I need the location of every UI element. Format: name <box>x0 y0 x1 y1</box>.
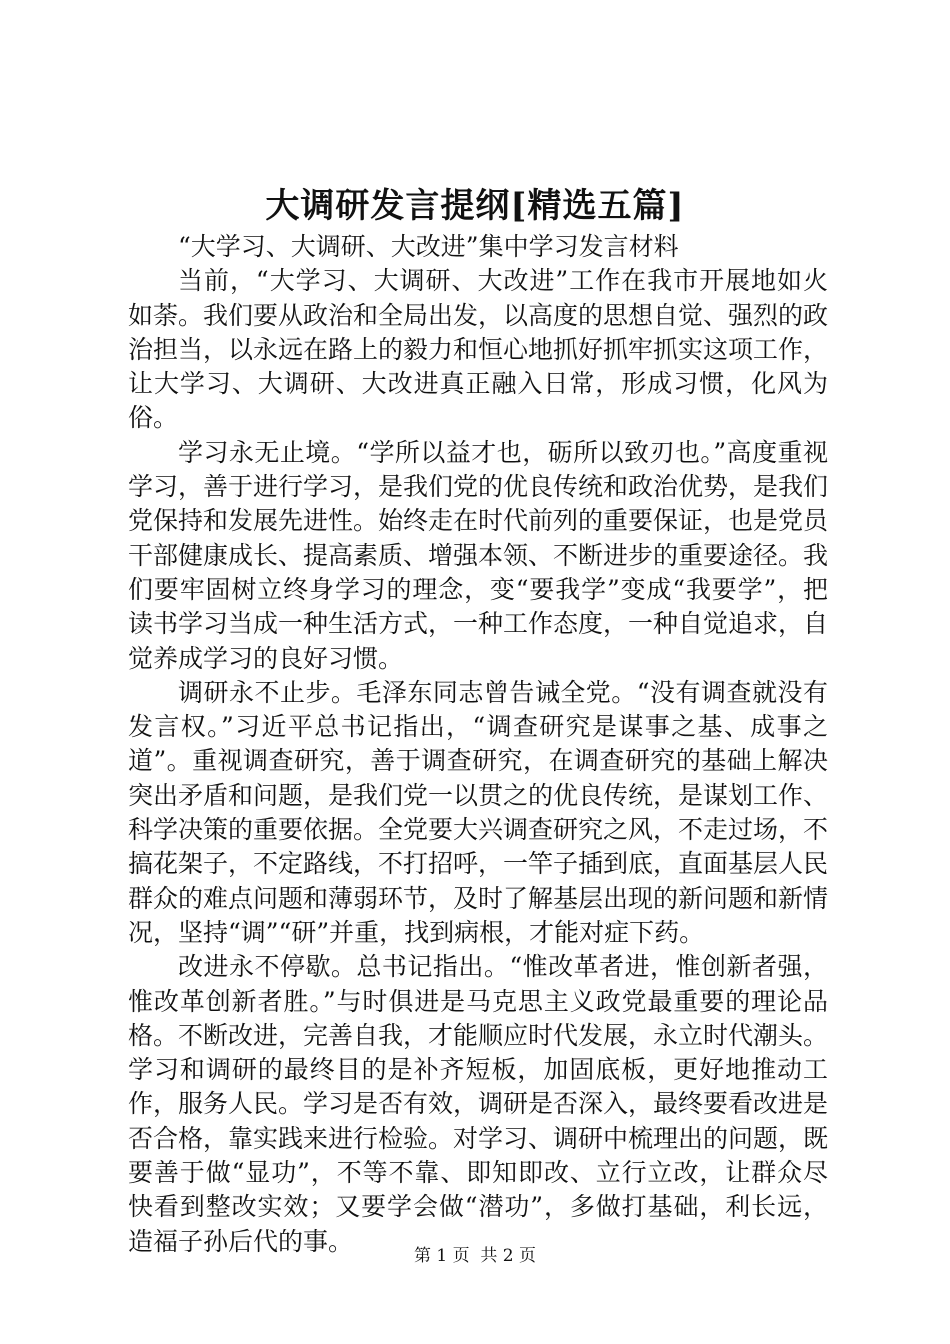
body-paragraph: 学习永无止境。“学所以益才也，砺所以致刃也。”高度重视学习，善于进行学习，是我们党的优良传统和政治优势，是我们党保持和发展先进性。始终走在时代前列的重要保证，也是党员干部健康成长、提高素质、增强本领、不断进步的重要途径。我们要牢固树立终身学习的理念，变“要我学”变成“我要学”，把读书学习当成一种生活方式，一种工作态度，一种自觉追求，自觉养成学习的良好习惯。 <box>128 437 829 673</box>
body-paragraph: 调研永不止步。毛泽东同志曾告诫全党。“没有调查就没有发言权。”习近平总书记指出，“调查研究是谋事之基、成事之道”。重视调查研究，善于调查研究，在调查研究的基础上解决突出矛盾和问题，是我们党一以贯之的优良传统，是谋划工作、科学决策的重要依据。全党要大兴调查研究之风，不走过场，不搞花架子，不定路线，不打招呼，一竿子插到底，直面基层人民群众的难点问题和薄弱环节，及时了解基层出现的新问题和新情况，坚持“调”“研”并重，找到病根，才能对症下药。 <box>128 677 829 947</box>
subtitle-paragraph: “大学习、大调研、大改进”集中学习发言材料 <box>178 232 679 261</box>
document-body <box>128 230 828 1259</box>
page-number: 第 1 页 共 2 页 <box>413 1246 537 1266</box>
document-title: 大调研发言提纲[精选五篇] <box>265 186 685 226</box>
body-paragraph: 当前，“大学习、大调研、大改进”工作在我市开展地如火如荼。我们要从政治和全局出发，以高度的思想自觉、强烈的政治担当，以永远在路上的毅力和恒心地抓好抓牢抓实这项工作，让大学习、大调研、大改进真正融入日常，形成习惯，化风为俗。 <box>128 266 829 433</box>
body-paragraph: 改进永不停歇。总书记指出。“惟改革者进，惟创新者强，惟改革创新者胜。”与时俱进是马克思主义政党最重要的理论品格。不断改进，完善自我，才能顺应时代发展，永立时代潮头。学习和调研的最终目的是补齐短板，加固底板，更好地推动工作，服务人民。学习是否有效，调研是否深入，最终要看改进是否合格，靠实践来进行检验。对学习、调研中梳理出的问题，既要善于做“显功”，不等不靠、即知即改、立行立改，让群众尽快看到整改实效；又要学会做“潜功”，多做打基础，利长远，造福子孙后代的事。 <box>128 952 829 1256</box>
